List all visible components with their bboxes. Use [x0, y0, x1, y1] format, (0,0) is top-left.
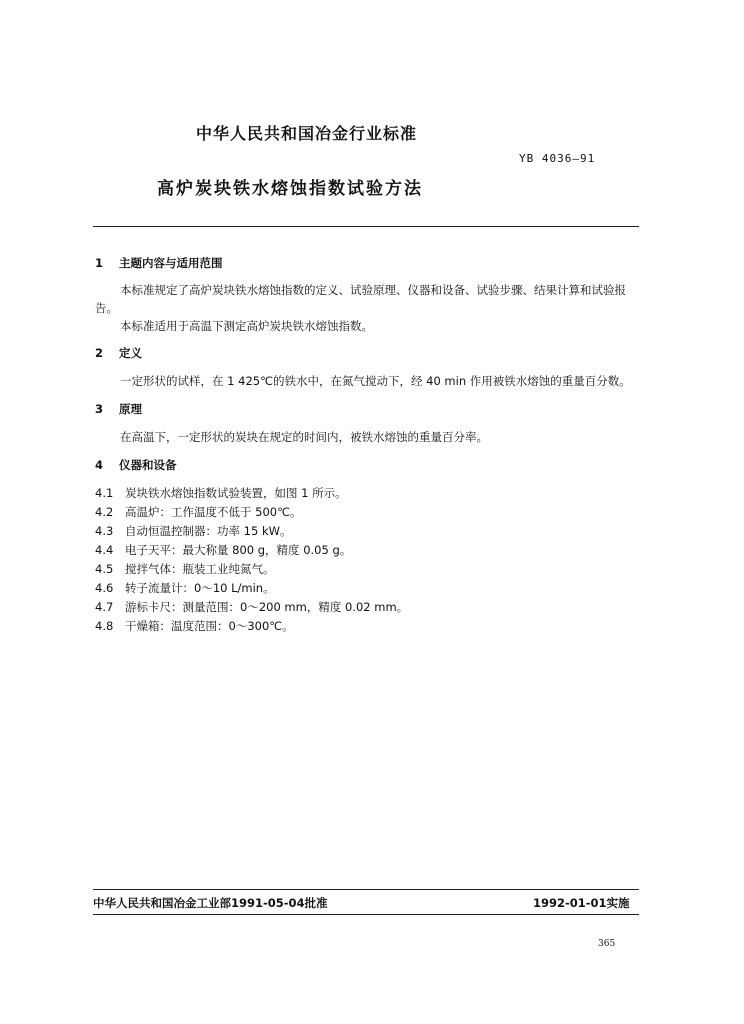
section-number: 1	[95, 256, 104, 270]
section-1-paragraph-1-cont: 告。	[95, 301, 118, 315]
list-item	[95, 580, 275, 596]
section-number: 4	[95, 458, 104, 472]
section-title: 主题内容与适用范围	[119, 256, 223, 270]
section-number: 3	[95, 402, 104, 416]
item-number: 4.1	[95, 486, 114, 500]
section-title: 仪器和设备	[119, 458, 177, 472]
section-4-heading	[95, 457, 177, 473]
page-number: 365	[598, 939, 616, 949]
item-number: 4.2	[95, 505, 114, 519]
item-text: 电子天平：最大称量 800 g，精度 0.05 g。	[125, 543, 352, 557]
document-title: 高炉炭块铁水熔蚀指数试验方法	[157, 179, 423, 199]
item-text: 炭块铁水熔蚀指数试验装置，如图 1 所示。	[125, 486, 347, 500]
standard-category: 中华人民共和国冶金行业标准	[196, 124, 418, 143]
effective-date: 1992-01-01实施	[533, 896, 630, 910]
section-2-heading	[95, 345, 142, 361]
standard-code: YB 4036—91	[519, 152, 596, 165]
section-title: 定义	[119, 346, 142, 360]
section-2-paragraph: 一定形状的试样，在 1 425℃的铁水中，在氮气搅动下，经 40 min 作用被铁水熔蚀的重量百分数。	[120, 374, 631, 388]
item-number: 4.7	[95, 600, 114, 614]
header-rule	[93, 226, 639, 227]
approval-line: 中华人民共和国冶金工业部1991-05-04批准	[93, 896, 328, 910]
footer-bottom-rule	[93, 914, 639, 915]
section-number: 2	[95, 346, 104, 360]
item-text: 高温炉：工作温度不低于 500℃。	[125, 505, 302, 519]
item-number: 4.8	[95, 619, 114, 633]
list-item	[95, 485, 347, 501]
item-text: 自动恒温控制器：功率 15 kW。	[125, 524, 292, 538]
footer-rule	[93, 889, 639, 890]
list-item	[95, 523, 291, 539]
item-number: 4.6	[95, 581, 114, 595]
item-text: 转子流量计：0～10 L/min。	[125, 581, 275, 595]
section-1-paragraph-1: 本标准规定了高炉炭块铁水熔蚀指数的定义、试验原理、仪器和设备、试验步骤、结果计算和试验报	[120, 283, 626, 297]
item-number: 4.3	[95, 524, 114, 538]
item-text: 搅拌气体：瓶装工业纯氮气。	[125, 562, 275, 576]
section-3-paragraph: 在高温下，一定形状的炭块在规定的时间内，被铁水熔蚀的重量百分率。	[120, 430, 488, 444]
item-number: 4.5	[95, 562, 114, 576]
item-text: 游标卡尺：测量范围：0～200 mm，精度 0.02 mm。	[125, 600, 409, 614]
list-item	[95, 504, 302, 520]
list-item	[95, 561, 275, 577]
section-1-heading	[95, 255, 223, 271]
section-title: 原理	[119, 402, 142, 416]
section-1-paragraph-2: 本标准适用于高温下测定高炉炭块铁水熔蚀指数。	[120, 319, 373, 333]
section-3-heading	[95, 401, 142, 417]
list-item	[95, 542, 351, 558]
item-number: 4.4	[95, 543, 114, 557]
list-item	[95, 618, 294, 634]
list-item	[95, 599, 408, 615]
item-text: 干燥箱：温度范围：0～300℃。	[125, 619, 294, 633]
